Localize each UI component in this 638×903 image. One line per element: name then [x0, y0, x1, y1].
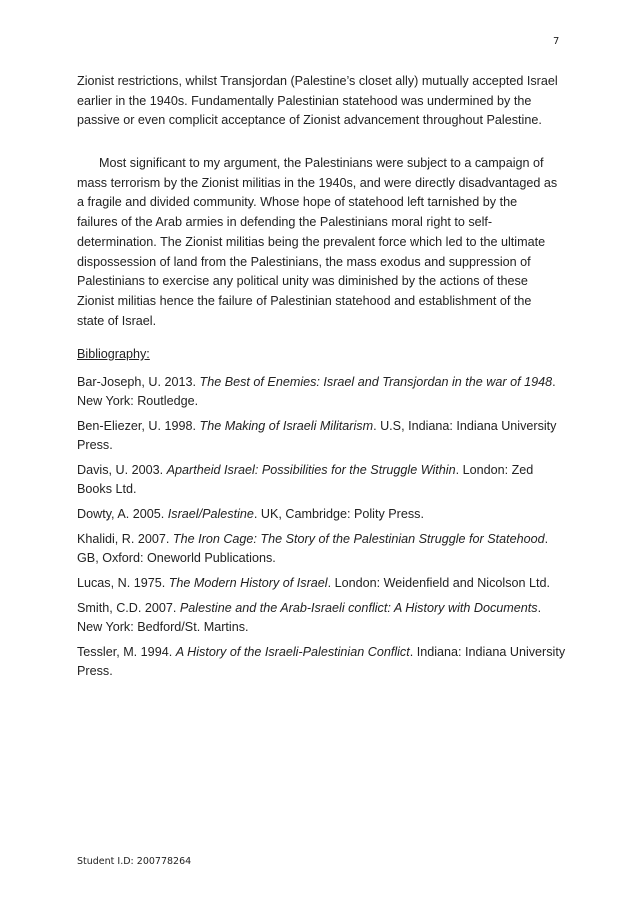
entry-publisher: . London: Weidenfield and Nicolson Ltd.: [327, 576, 551, 590]
bibliography-entry: [77, 373, 567, 411]
bibliography-entry: [77, 574, 567, 593]
body-paragraph-2: [77, 154, 559, 331]
entry-title: Palestine and the Arab-Israeli conflict: A History with Documents: [179, 601, 538, 615]
bibliography-entry: [77, 643, 567, 681]
entry-title: The Best of Enemies: Israel and Transjordan in the war of 1948: [199, 375, 553, 389]
entry-title: Apartheid Israel: Possibilities for the Struggle Within: [166, 463, 456, 477]
entry-author: Khalidi, R. 2007.: [77, 532, 173, 546]
entry-title: The Making of Israeli Militarism: [199, 419, 374, 433]
entry-publisher: . New York: Bedford/St. Martins.: [77, 601, 542, 634]
bibliography-entry: [77, 530, 567, 568]
bibliography-entry: [77, 599, 567, 637]
entry-publisher: . UK, Cambridge: Polity Press.: [253, 507, 424, 521]
entry-title: The Iron Cage: The Story of the Palestinian Struggle for Statehood: [172, 532, 545, 546]
entry-author: Smith, C.D. 2007.: [77, 601, 180, 615]
entry-author: Lucas, N. 1975.: [77, 576, 169, 590]
bibliography-list: [77, 373, 567, 687]
entry-author: Bar-Joseph, U. 2013.: [77, 375, 200, 389]
entry-author: Dowty, A. 2005.: [77, 507, 168, 521]
bibliography-entry: [77, 417, 567, 455]
entry-author: Davis, U. 2003.: [77, 463, 167, 477]
entry-publisher: . GB, Oxford: Oneworld Publications.: [77, 532, 549, 565]
entry-author: Tessler, M. 1994.: [77, 645, 176, 659]
entry-title: Israel/Palestine: [167, 507, 254, 521]
footer-student-id: Student I.D: 200778264: [77, 856, 192, 867]
bibliography-heading: Bibliography:: [77, 347, 150, 361]
entry-publisher: . London: Zed Books Ltd.: [77, 463, 534, 496]
paragraph-text: Zionist restrictions, whilst Transjordan (Palestine’s closet ally) mutually accepted Israel earlier in the 1940s. Fundamentally Palestinian statehood was undermined by the passive or even complicit acceptance of Zionist advancement throughout Palestine.: [77, 74, 558, 128]
bibliography-entry: [77, 505, 567, 524]
bibliography-entry: [77, 461, 567, 499]
entry-title: The Modern History of Israel: [168, 576, 328, 590]
body-paragraph-1: [77, 72, 559, 131]
entry-title: A History of the Israeli-Palestinian Conflict: [175, 645, 410, 659]
entry-publisher: . Indiana: Indiana University Press.: [77, 645, 566, 678]
entry-publisher: . U.S, Indiana: Indiana University Press.: [77, 419, 557, 452]
entry-publisher: . New York: Routledge.: [77, 375, 556, 408]
page-number: 7: [553, 36, 560, 47]
paragraph-text: Most significant to my argument, the Palestinians were subject to a campaign of mass terrorism by the Zionist militias in the 1940s, and were directly disadvantaged as a fragile and divided community. Whose hope of statehood left tarnished by the failures of the Arab armies in defending the Palestinians moral right to self-determination. The Zionist militias being the prevalent force which led to the ultimate dispossession of land from the Palestinians, the mass exodus and suppression of Palestinians to exercise any political unity was diminished by the actions of these Zionist militias hence the failure of Palestinian statehood and establishment of the state of Israel.: [77, 156, 558, 328]
entry-author: Ben-Eliezer, U. 1998.: [77, 419, 200, 433]
